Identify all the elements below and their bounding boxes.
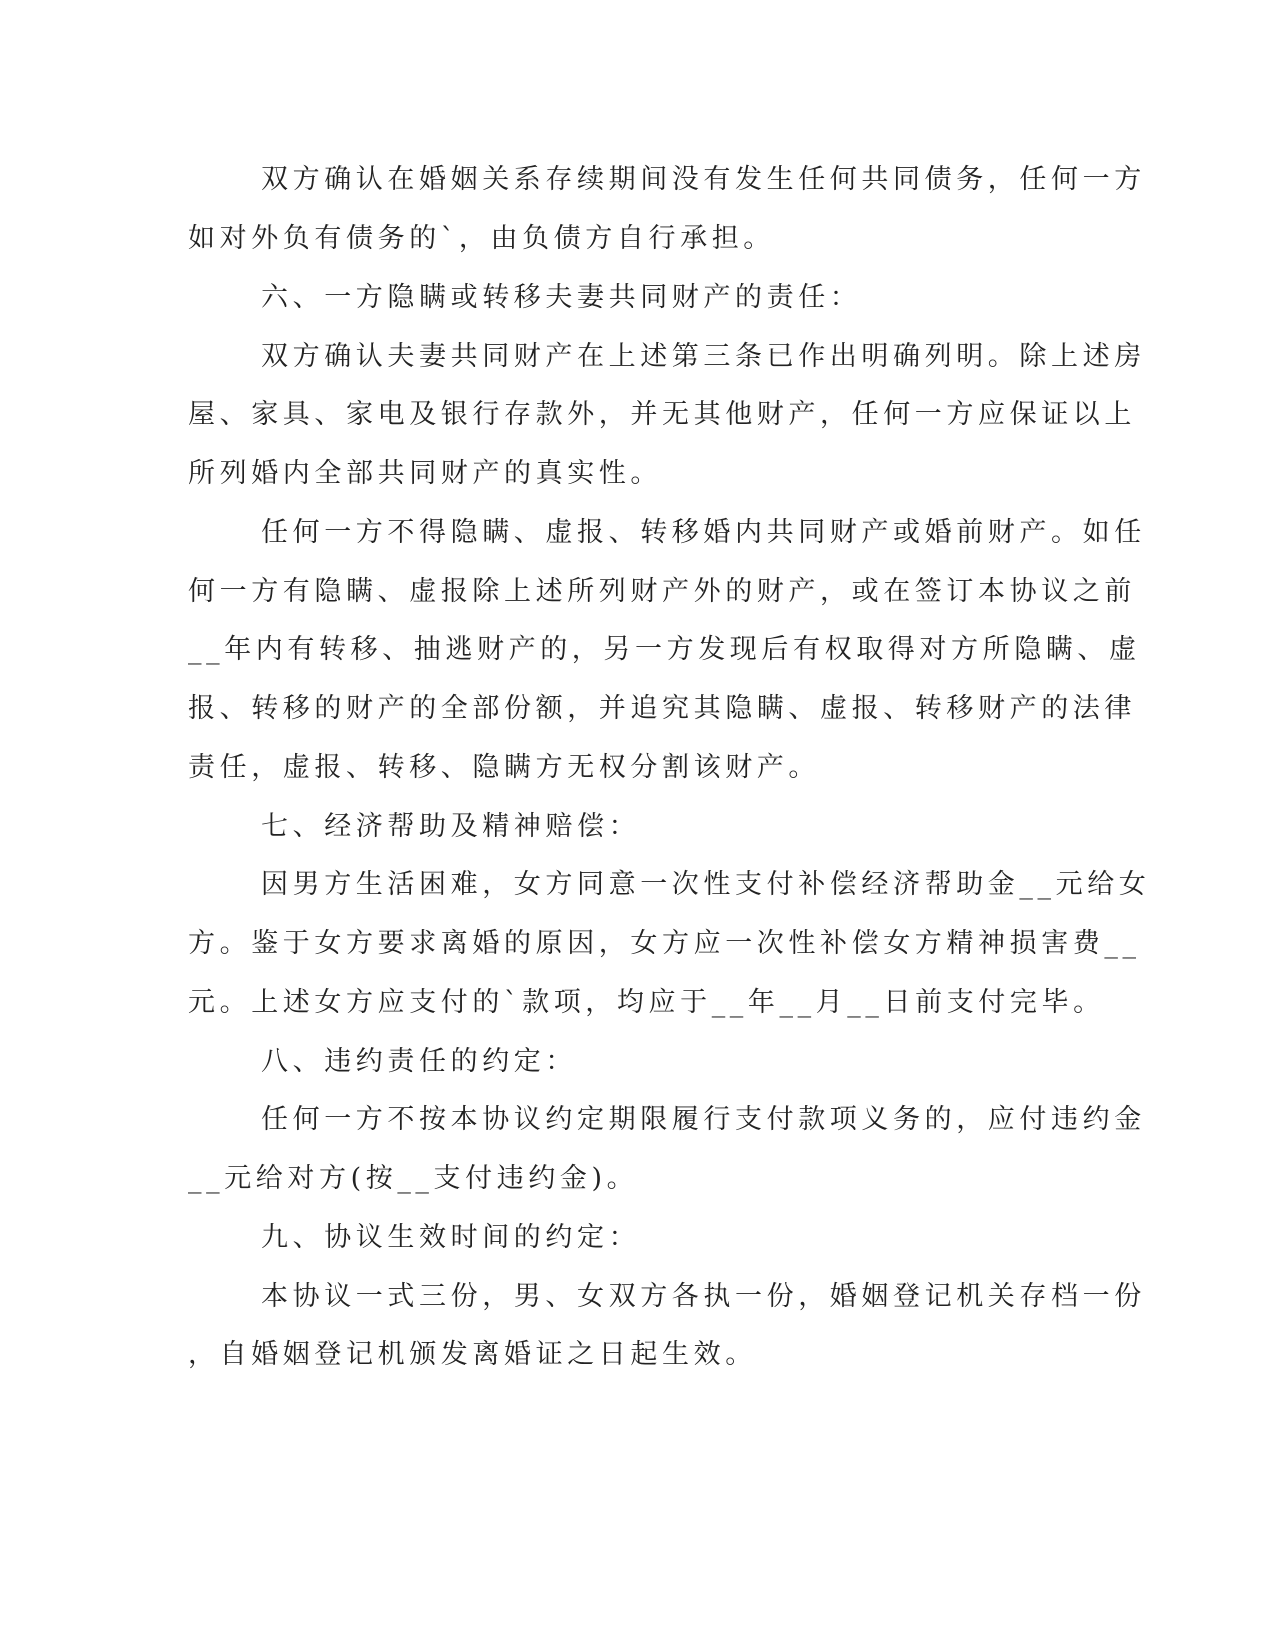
section-heading: 八、违约责任的约定： — [261, 1046, 577, 1077]
section-heading: 七、经济帮助及精神赔偿： — [261, 811, 641, 842]
text-line: __年内有转移、抽逃财产的，另一方发现后有权取得对方所隐瞒、虚 — [188, 634, 1141, 665]
text-line: 报、转移的财产的全部份额，并追究其隐瞒、虚报、转移财产的法律 — [188, 693, 1136, 724]
text-line: 因男方生活困难，女方同意一次性支付补偿经济帮助金__元给女 — [261, 869, 1151, 900]
text-line: 方。鉴于女方要求离婚的原因，女方应一次性补偿女方精神损害费__ — [188, 928, 1141, 959]
text-line: ，自婚姻登记机颁发离婚证之日起生效。 — [188, 1339, 757, 1370]
text-line: 双方确认夫妻共同财产在上述第三条已作出明确列明。除上述房 — [261, 341, 1146, 372]
text-line: 任何一方不得隐瞒、虚报、转移婚内共同财产或婚前财产。如任 — [261, 517, 1146, 548]
text-line: 何一方有隐瞒、虚报除上述所列财产外的财产，或在签订本协议之前 — [188, 576, 1136, 607]
text-line: 任何一方不按本协议约定期限履行支付款项义务的，应付违约金 — [261, 1104, 1146, 1135]
text-line: 双方确认在婚姻关系存续期间没有发生任何共同债务，任何一方 — [261, 164, 1146, 195]
text-line: 如对外负有债务的`，由负债方自行承担。 — [188, 223, 775, 254]
text-line: 本协议一式三份，男、女双方各执一份，婚姻登记机关存档一份 — [261, 1281, 1146, 1312]
text-line: 元。上述女方应支付的`款项，均应于__年__月__日前支付完毕。 — [188, 987, 1105, 1018]
text-line: 责任，虚报、转移、隐瞒方无权分割该财产。 — [188, 752, 820, 783]
section-heading: 六、一方隐瞒或转移夫妻共同财产的责任： — [261, 282, 862, 313]
text-line: 屋、家具、家电及银行存款外，并无其他财产，任何一方应保证以上 — [188, 399, 1136, 430]
text-line: __元给对方(按__支付违约金)。 — [188, 1163, 639, 1194]
section-heading: 九、协议生效时间的约定： — [261, 1222, 641, 1253]
text-line: 所列婚内全部共同财产的真实性。 — [188, 458, 662, 489]
